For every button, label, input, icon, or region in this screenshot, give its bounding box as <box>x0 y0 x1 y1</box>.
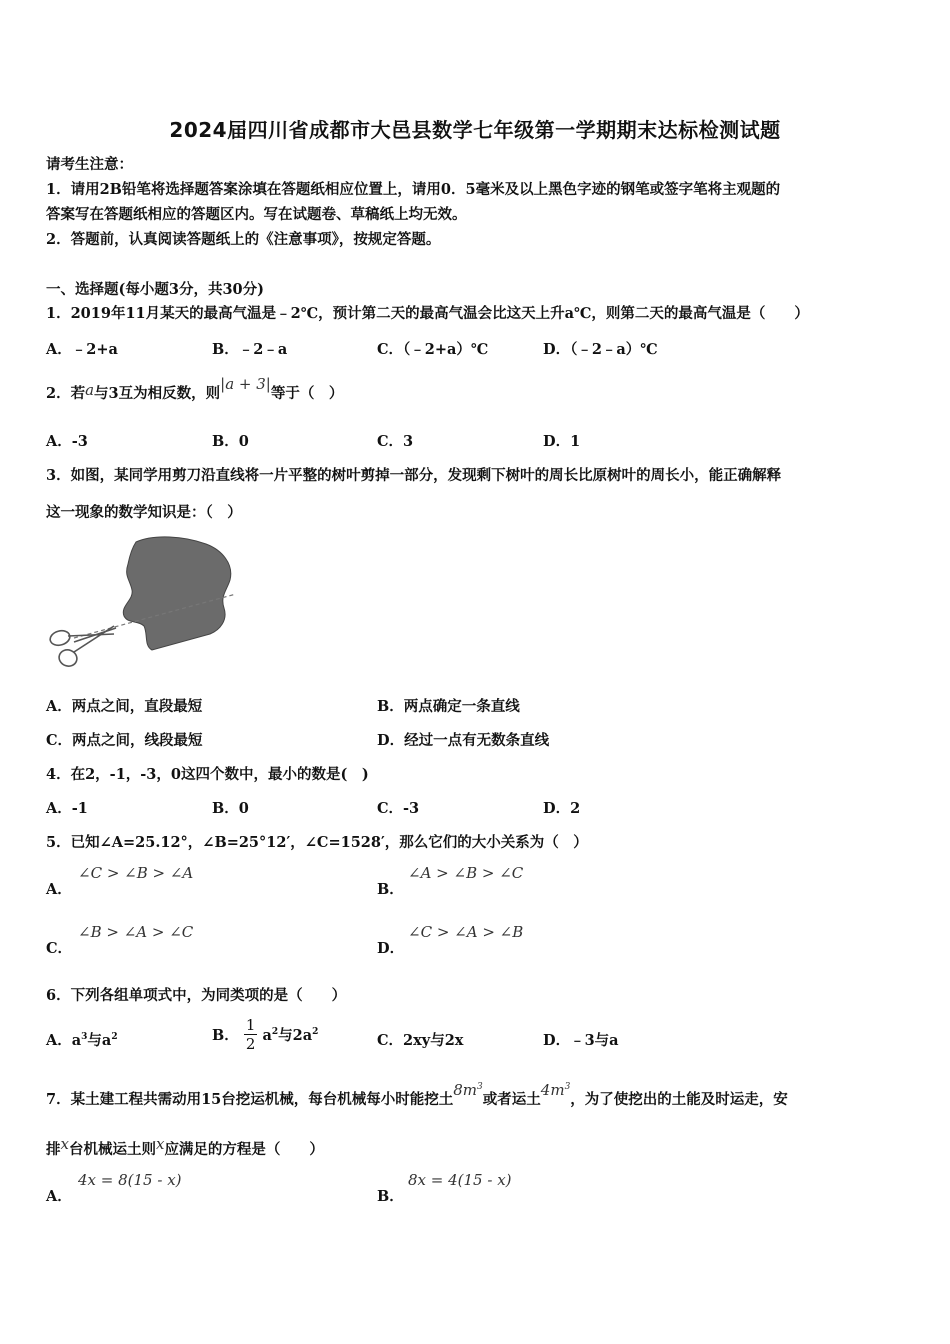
q6-option-d: D．﹣3与a <box>543 1032 619 1049</box>
q5-option-b-label: B． <box>377 881 404 898</box>
q5-option-a-label: A． <box>46 881 72 898</box>
q7-l2-a: 排 <box>46 1141 61 1158</box>
q6-option-b <box>212 1016 318 1053</box>
q7-l2-x1: x <box>60 1135 69 1153</box>
q5-option-c-label: C． <box>46 940 73 957</box>
section-heading: 一、选择题(每小题3分，共30分) <box>46 281 264 298</box>
page-title: 2024届四川省成都市大邑县数学七年级第一学期期末达标检测试题 <box>169 118 781 142</box>
q5-option-a-expr: ∠C > ∠B > ∠A <box>78 864 194 882</box>
q1-option-d: D．（﹣2﹣a）℃ <box>543 341 658 358</box>
q6-b-fraction <box>244 1016 258 1053</box>
q6-b-sup2: 2 <box>312 1027 319 1038</box>
q2-option-a: A．-3 <box>46 433 88 450</box>
q6-b-a: a <box>262 1027 272 1044</box>
q7-mid: 或者运土 <box>482 1091 541 1108</box>
q7-option-b-expr: 8x = 4(15 - x) <box>408 1171 512 1189</box>
q7-l2-c: 应满足的方程是（ ） <box>164 1141 324 1158</box>
q3-option-c: C．两点之间，线段最短 <box>46 732 203 749</box>
q1-option-c: C．（﹣2+a）℃ <box>377 341 489 358</box>
q4-option-c: C．-3 <box>377 800 420 817</box>
q6-a-mid: 与a <box>87 1032 112 1049</box>
q6-option-a <box>46 1029 118 1050</box>
q7-l2-b: 台机械运土则 <box>68 1141 156 1158</box>
q2-option-c: C．3 <box>377 433 414 450</box>
q6-b-numerator: 1 <box>245 1016 256 1034</box>
q5-option-c-expr: ∠B > ∠A > ∠C <box>78 923 194 941</box>
q2-stem <box>46 375 344 403</box>
q6-b-pre: B． <box>212 1027 239 1044</box>
q6-a-sup2: 2 <box>111 1032 118 1043</box>
q7-m1-sup: 3 <box>477 1082 483 1092</box>
q7-option-a-label: A． <box>46 1188 72 1205</box>
q7-stem-line-1 <box>46 1081 788 1109</box>
q6-b-rest <box>262 1027 318 1044</box>
q3-option-b: B．两点确定一条直线 <box>377 698 520 715</box>
notice-line-2: 答案写在答题纸相应的答题区内。写在试题卷、草稿纸上均无效。 <box>46 206 467 223</box>
q1-option-b: B．﹣2﹣a <box>212 341 288 358</box>
q1-option-a: A．﹣2+a <box>46 341 118 358</box>
q7-m1-base: 8m <box>453 1081 478 1099</box>
q6-a-sup1: 3 <box>81 1032 88 1043</box>
q6-b-sup1: 2 <box>271 1027 279 1038</box>
scissors-icon <box>49 626 116 669</box>
q7-m2-sup: 3 <box>564 1082 571 1092</box>
leaf-scissors-figure <box>44 530 244 675</box>
q2-option-d: D．1 <box>543 433 581 450</box>
q7-pre: 7．某土建工程共需动用15台挖运机械，每台机械每小时能挖土 <box>46 1091 454 1108</box>
q3-stem-line-1: 3．如图，某同学用剪刀沿直线将一片平整的树叶剪掉一部分，发现剩下树叶的周长比原树叶的周长小，能正确解释 <box>46 467 782 484</box>
q6-a-pre: A．a <box>46 1032 82 1049</box>
q7-stem-line-2 <box>46 1135 324 1159</box>
q3-option-d: D．经过一点有无数条直线 <box>377 732 550 749</box>
q7-option-b-label: B． <box>377 1188 404 1205</box>
q2-option-b: B．0 <box>212 433 249 450</box>
notice-line-3: 2．答题前，认真阅读答题纸上的《注意事项》，按规定答题。 <box>46 231 441 248</box>
q6-b-denominator: 2 <box>245 1035 256 1053</box>
q2-abs-expr: |a + 3| <box>220 375 271 393</box>
q7-m2-base: 4m <box>540 1081 565 1099</box>
q7-option-a-expr: 4x = 8(15 - x) <box>78 1171 182 1189</box>
q4-option-b: B．0 <box>212 800 249 817</box>
q2-stem-pre: 2．若 <box>46 385 86 402</box>
q5-option-d-label: D． <box>377 940 405 957</box>
q4-option-a: A．-1 <box>46 800 88 817</box>
q6-option-c: C．2xy与2x <box>377 1032 464 1049</box>
q6-stem: 6．下列各组单项式中，为同类项的是（ ） <box>46 987 347 1004</box>
q7-l2-x2: x <box>155 1135 165 1153</box>
q7-m2 <box>541 1081 571 1099</box>
q5-option-d-expr: ∠C > ∠A > ∠B <box>408 923 524 941</box>
q7-m1 <box>453 1081 483 1099</box>
q2-var-a: a <box>85 381 95 399</box>
q6-b-mid: 与2a <box>278 1027 313 1044</box>
q3-option-a: A．两点之间，直段最短 <box>46 698 203 715</box>
q3-stem-line-2: 这一现象的数学知识是：（ ） <box>46 504 242 521</box>
q2-stem-post: 等于（ ） <box>270 385 344 402</box>
notice-heading: 请考生注意： <box>46 156 133 173</box>
q2-stem-mid: 与3互为相反数，则 <box>94 385 221 402</box>
q5-stem: 5．已知∠A=25.12°，∠B=25°12′，∠C=1528′，那么它们的大小关系为（ ） <box>46 834 588 851</box>
q7-post: ，为了使挖出的土能及时运走，安 <box>570 1091 788 1108</box>
q4-option-d: D．2 <box>543 800 581 817</box>
q4-stem: 4．在2，-1，-3，0这四个数中，最小的数是( ) <box>46 766 369 783</box>
q5-option-b-expr: ∠A > ∠B > ∠C <box>408 864 524 882</box>
notice-line-1: 1．请用2B铅笔将选择题答案涂填在答题纸相应位置上，请用0．5毫米及以上黑色字迹的钢笔或签字笔将主观题的 <box>46 181 781 198</box>
q1-stem: 1．2019年11月某天的最高气温是﹣2℃，预计第二天的最高气温会比这天上升a℃，则第二天的最高气温是（ ） <box>46 305 809 322</box>
leaf-shape <box>123 537 230 650</box>
